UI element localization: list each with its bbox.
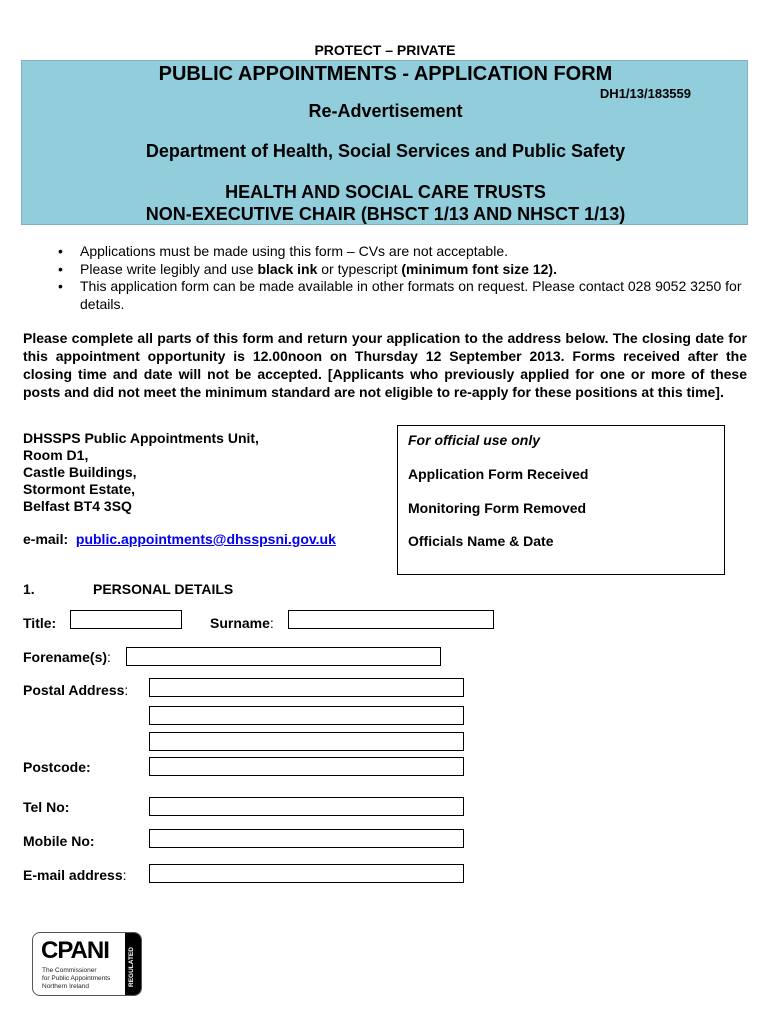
official-item: Application Form Received: [408, 466, 589, 482]
department-name: Department of Health, Social Services and Public Safety: [145, 141, 626, 161]
form-subtitle: Re-Advertisement: [308, 101, 463, 121]
forenames-label: Forename(s):: [23, 649, 111, 665]
regulated-badge: REGULATED: [125, 933, 141, 995]
official-item: Monitoring Form Removed: [408, 500, 587, 516]
form-reference: DH1/13/183559: [599, 86, 691, 101]
title-field[interactable]: [70, 610, 182, 629]
email-link[interactable]: public.appointments@dhsspsni.gov.uk: [75, 531, 336, 547]
postal-address-line2-field[interactable]: [149, 706, 464, 725]
email-address-label: E-mail address:: [23, 867, 127, 883]
email-contact: [23, 531, 336, 547]
address-line: Castle Buildings,: [23, 464, 137, 480]
bullet-icon: •: [58, 243, 63, 259]
postal-address-line3-field[interactable]: [149, 732, 464, 751]
section-number: 1.: [23, 581, 35, 597]
postcode-label: Postcode:: [23, 759, 91, 775]
official-use-box: [397, 425, 725, 575]
forenames-field[interactable]: [126, 647, 441, 666]
bullet-item: • Applications must be made using this form – CVs are not acceptable.: [58, 243, 508, 259]
return-address: [23, 430, 259, 515]
logo-wordmark: CPANI: [41, 937, 109, 964]
cpani-logo: [32, 932, 142, 996]
address-line: DHSSPS Public Appointments Unit,: [23, 430, 259, 446]
postal-address-label: Postal Address:: [23, 682, 129, 698]
address-line: Belfast BT4 3SQ: [23, 498, 132, 514]
postcode-field[interactable]: [149, 757, 464, 776]
bullet-icon: •: [58, 278, 63, 294]
mobile-label: Mobile No:: [23, 833, 95, 849]
instruction-bullets: [58, 243, 748, 313]
mobile-field[interactable]: [149, 829, 464, 848]
tel-label: Tel No:: [23, 799, 70, 815]
bullet-item: • Please write legibly and use black ink or typescript (minimum font size 12).: [58, 260, 557, 277]
logo-subtitle: The Commissioner for Public Appointments Northern Ireland: [42, 967, 111, 990]
official-item: Officials Name & Date: [408, 533, 554, 549]
trusts-heading: HEALTH AND SOCIAL CARE TRUSTS: [225, 182, 546, 202]
email-label: e-mail:: [23, 531, 69, 547]
protect-marking: PROTECT – PRIVATE: [314, 42, 456, 58]
email-address-field[interactable]: [149, 864, 464, 883]
official-use-title: For official use only: [408, 432, 540, 448]
instructions-paragraph: Please complete all parts of this form and return your application to the address below. The closing date for this appointment opportunity is 12.00noon on Thursday 12 September 2013. Forms received after the closing time and date will not be accepted. [Applicants who previously applied for one or more of these posts and did not meet the minimum standard are not eligible to re-apply for these positions at this time].: [23, 330, 747, 400]
bullet-icon: •: [58, 260, 63, 277]
form-header: [21, 60, 748, 225]
surname-label: Surname:: [210, 615, 274, 631]
surname-field[interactable]: [288, 610, 494, 629]
tel-field[interactable]: [149, 797, 464, 816]
postal-address-line1-field[interactable]: [149, 678, 464, 697]
form-title: PUBLIC APPOINTMENTS - APPLICATION FORM: [158, 63, 613, 85]
bullet-item: • This application form can be made available in other formats on request. Please contact 028 9052 3250 for details.: [58, 278, 742, 312]
section-title: PERSONAL DETAILS: [93, 581, 234, 597]
position-heading: NON-EXECUTIVE CHAIR (BHSCT 1/13 AND NHSCT 1/13): [145, 204, 626, 224]
address-line: Room D1,: [23, 447, 89, 463]
title-label: Title:: [23, 615, 57, 631]
address-line: Stormont Estate,: [23, 481, 136, 497]
